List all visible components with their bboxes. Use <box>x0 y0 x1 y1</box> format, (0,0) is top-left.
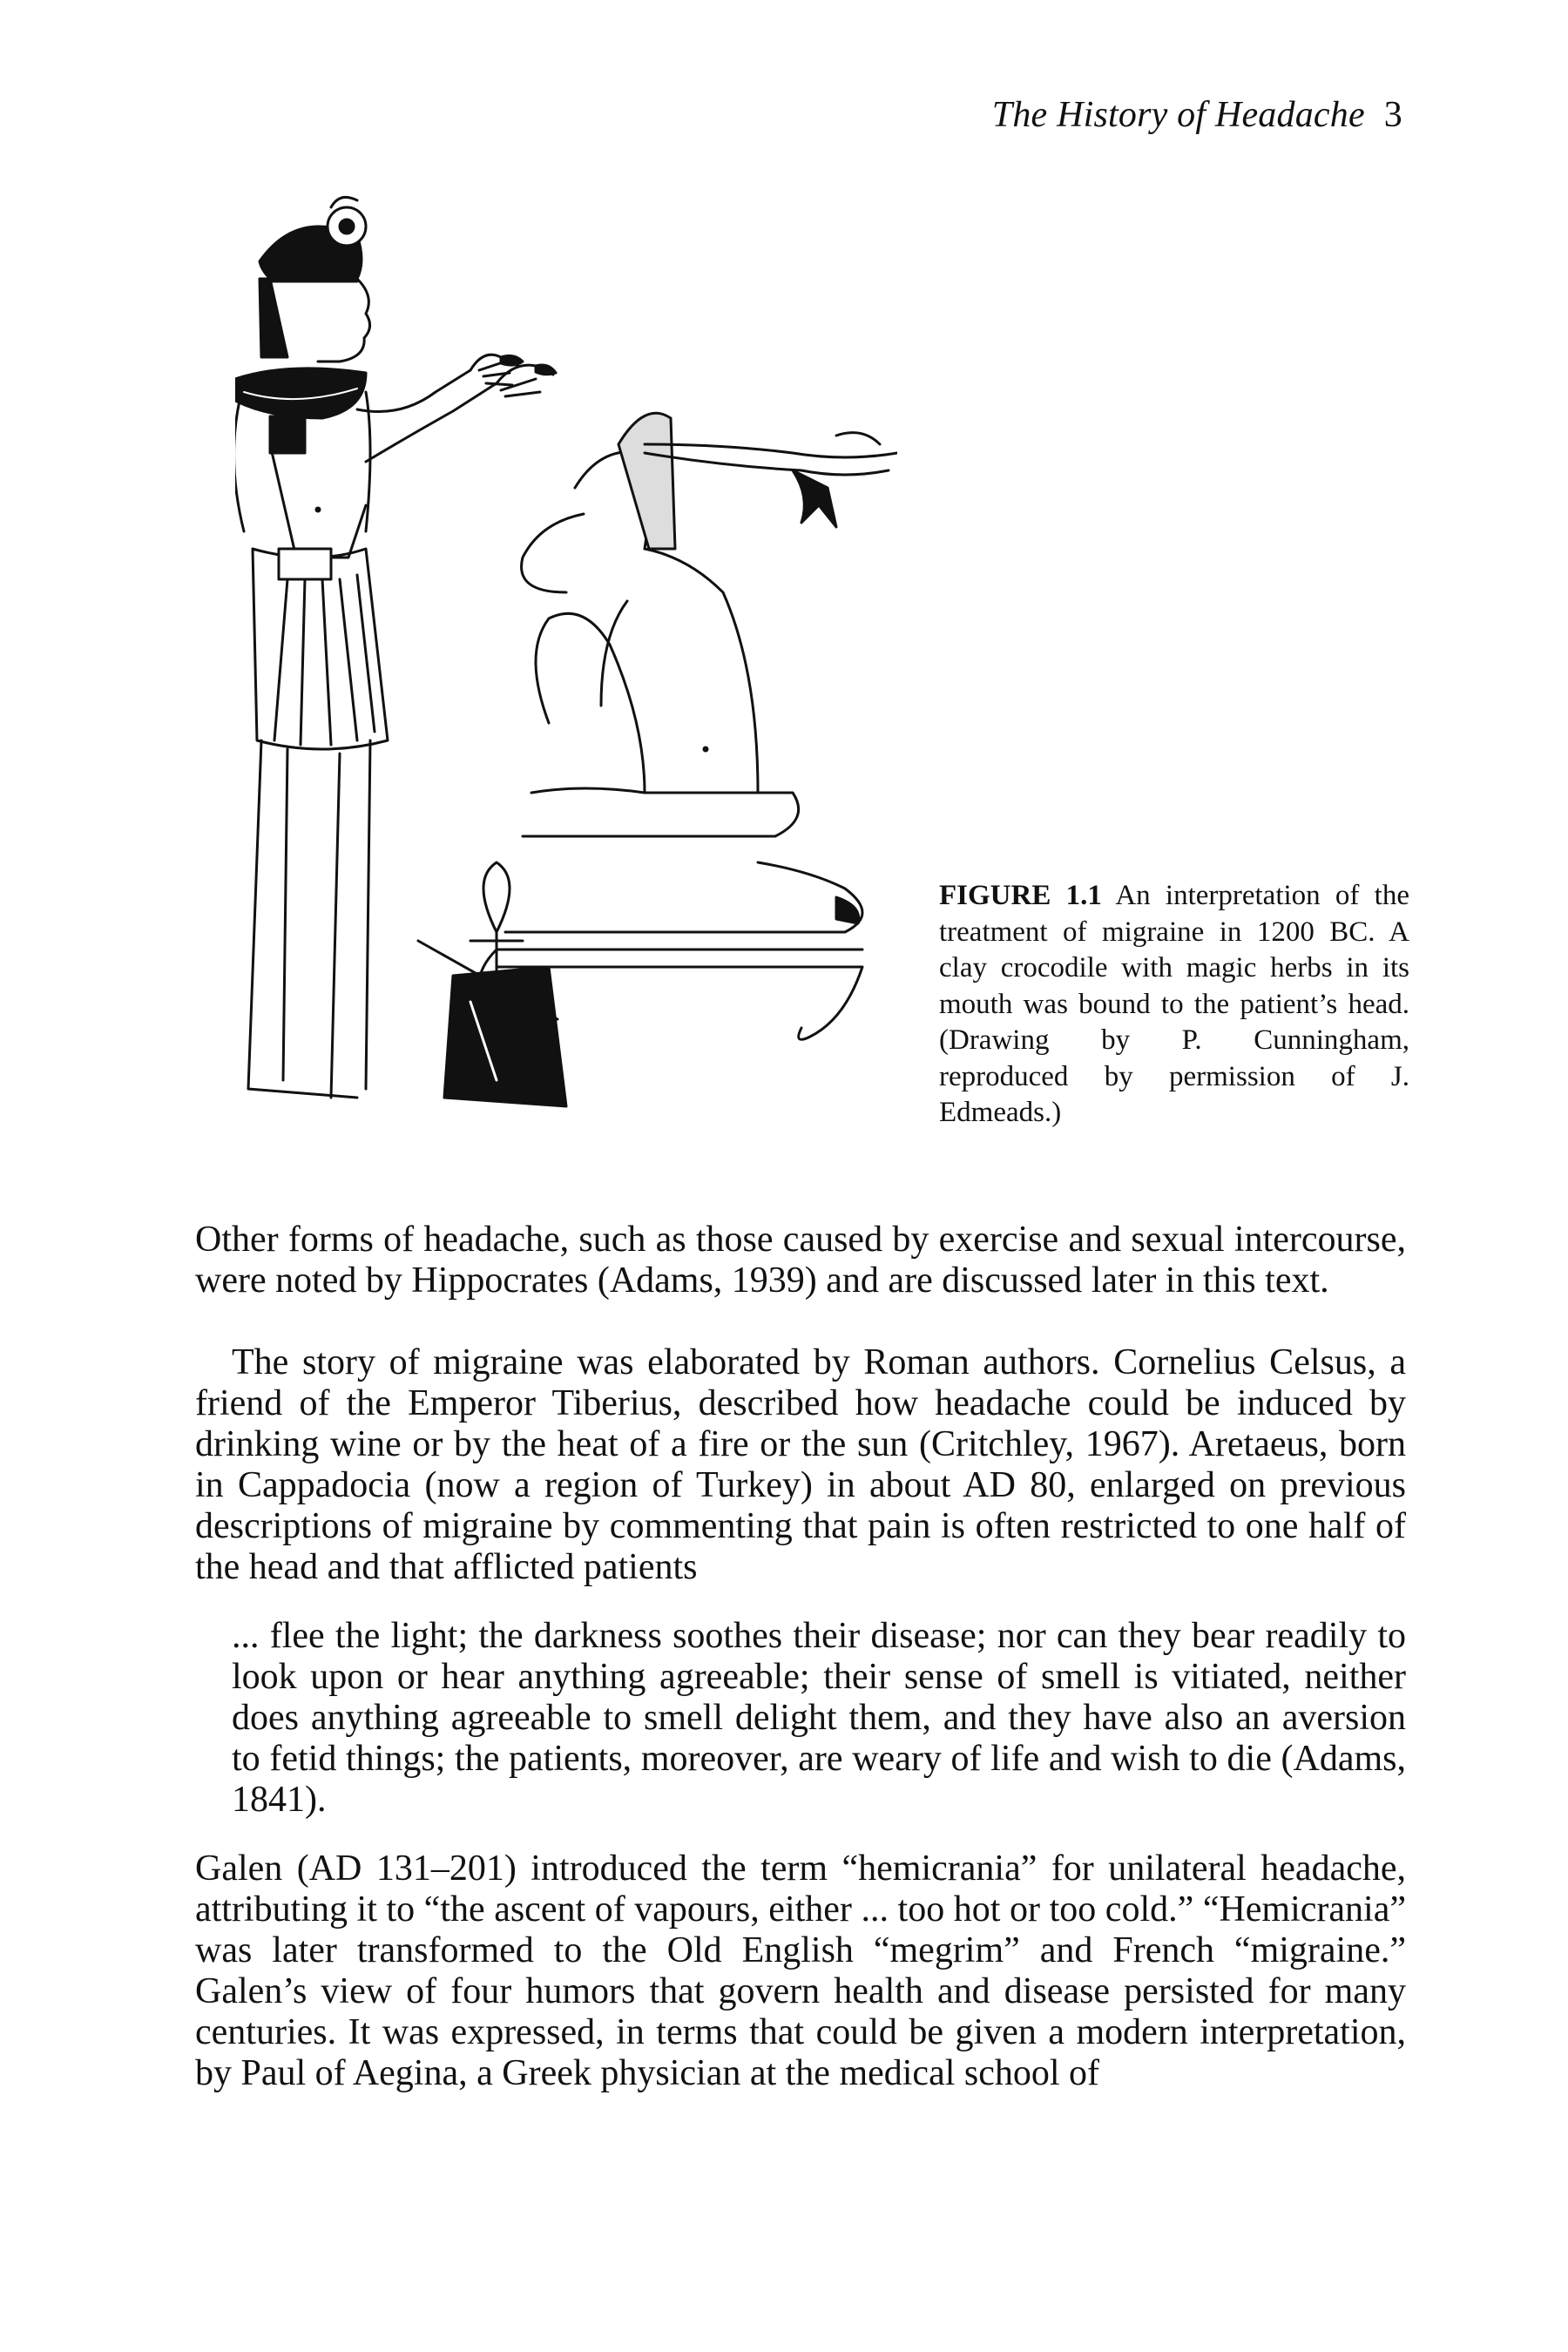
paragraph-3 <box>195 1848 1406 2094</box>
block-quote <box>232 1616 1406 1821</box>
page-number: 3 <box>1383 95 1402 135</box>
figure-caption <box>939 878 1409 1132</box>
figure-label: FIGURE 1.1 <box>939 880 1102 911</box>
paragraph-3-text: Galen (AD 131–201) introduced the term “hemicrania” for unilateral headache, attributing it to “the ascent of vapours, either ... too hot or too cold.” “Hemicrania” was later transformed to the Old English “megrim” and French “migraine.” Galen’s view of four humors that govern health and disease persisted for many centuries. It was expressed, in terms that could be given a modern interpretation, by Paul of Aegina, a Greek physician at the medical school of <box>195 1848 1406 2093</box>
block-quote-text: ... flee the light; the darkness soothes their disease; nor can they bear readily to look upon or hear anything agreeable; their sense of smell is vitiated, neither does anything agreeable to smell delight them, and they have also an aversion to fetid things; the patients, moreover, are weary of life and wish to die (Adams, 1841). <box>232 1616 1406 1820</box>
running-head-title: The History of Headache <box>991 95 1365 135</box>
healer-hair-side <box>260 279 287 357</box>
running-head <box>992 94 1402 136</box>
patient-head-band <box>618 413 675 549</box>
vessel <box>444 967 566 1106</box>
paragraph-2-text: The story of migraine was elaborated by Roman authors. Cornelius Celsus, a friend of the Emperor Tiberius, described how headache could be induced by drinking wine or by the heat of a fire or the sun (Critchley, 1967). Aretaeus, born in Cappadocia (now a region of Turkey) in about AD 80, enlarged on previous descriptions of migraine by commenting that pain is often restricted to one half of the head and that afflicted patients <box>195 1342 1406 1587</box>
egyptian-treatment-illustration <box>235 183 897 1150</box>
paragraph-2 <box>195 1342 1406 1588</box>
paragraph-1-text: Other forms of headache, such as those caused by exercise and sexual intercourse, were noted by Hippocrates (Adams, 1939) and are discussed later in this text. <box>195 1220 1406 1301</box>
paragraph-1 <box>195 1220 1406 1301</box>
figure-caption-text: An interpretation of the treatment of migraine in 1200 BC. A clay crocodile with magic herbs in its mouth was bound to the patient’s head. (Drawing by P. Cunningham, reproduced by permission of J. Edmeads.) <box>939 880 1409 1128</box>
clay-crocodile <box>645 444 897 475</box>
healer-collar <box>235 368 366 418</box>
healer-face <box>318 279 370 362</box>
